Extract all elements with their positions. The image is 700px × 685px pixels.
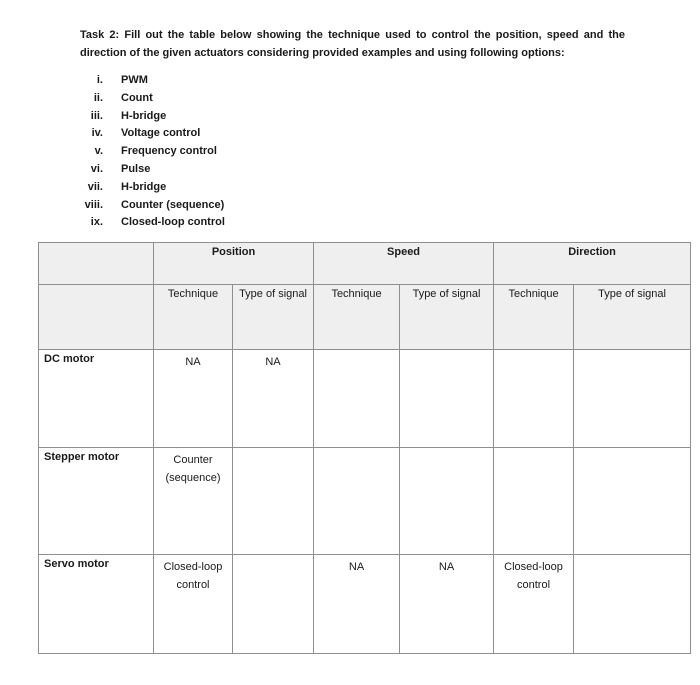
control-technique-table (38, 242, 691, 654)
table-cell[interactable] (233, 448, 314, 555)
table-row-stepper-motor (39, 448, 691, 555)
option-item (78, 179, 378, 197)
table-cell[interactable] (314, 350, 400, 448)
option-item (78, 72, 378, 90)
cell-text: (sequence) (165, 472, 221, 484)
option-item (78, 143, 378, 161)
option-item (78, 125, 378, 143)
option-number: i. (96, 74, 103, 86)
table-cell[interactable] (494, 350, 574, 448)
option-label: Count (121, 91, 153, 104)
table-cell[interactable] (314, 448, 400, 555)
option-number: viii. (84, 198, 103, 211)
table-cell[interactable] (233, 350, 314, 448)
option-label: PWM (121, 74, 148, 86)
group-header-position: Position (154, 243, 314, 285)
table-cell[interactable] (574, 555, 691, 654)
table-cell[interactable] (314, 555, 400, 654)
table-cell[interactable] (154, 555, 233, 654)
subheader-position-technique: Technique (154, 285, 233, 350)
task-instructions: Task 2: Fill out the table below showing the technique used to control the position, speed and the direction of the given actuators considering provided examples and using following options: (80, 29, 625, 59)
cell-text: NA (348, 561, 365, 573)
option-item (78, 214, 378, 232)
subheader-position-signal: Type of signal (233, 285, 314, 350)
table-cell[interactable] (400, 350, 494, 448)
table-cell[interactable] (154, 350, 233, 448)
table-cell[interactable] (494, 448, 574, 555)
option-label: H-bridge (121, 109, 167, 122)
cell-text: NA (185, 356, 201, 368)
option-number: vi. (90, 162, 103, 175)
option-label: Voltage control (121, 127, 201, 140)
row-header: Stepper motor (39, 448, 154, 555)
cell-text: Closed-loop (163, 561, 223, 573)
option-label: Frequency control (121, 145, 217, 158)
option-number: iii. (90, 109, 103, 122)
group-header-direction: Direction (494, 243, 691, 285)
cell-text: Counter (173, 454, 213, 466)
table-cell[interactable] (400, 555, 494, 654)
subheader-speed-technique: Technique (314, 285, 400, 350)
subheader-direction-signal: Type of signal (574, 285, 691, 350)
table-cell[interactable] (154, 448, 233, 555)
option-number: v. (94, 145, 103, 158)
option-number: ii. (93, 91, 103, 104)
table-cell[interactable] (400, 448, 494, 555)
option-number: vii. (87, 180, 103, 193)
option-label: Pulse (121, 162, 151, 175)
option-label: Closed-loop control (121, 216, 225, 229)
option-item (78, 161, 378, 179)
option-item (78, 90, 378, 108)
cell-text: control (176, 579, 210, 591)
cell-text: control (517, 579, 551, 591)
cell-text: NA (265, 356, 281, 368)
row-header: Servo motor (39, 555, 154, 654)
cell-text: NA (438, 561, 455, 573)
table-cell[interactable] (494, 555, 574, 654)
option-item (78, 197, 378, 215)
table-cell[interactable] (574, 350, 691, 448)
corner-cell (39, 243, 154, 285)
option-label: Counter (sequence) (121, 198, 225, 211)
option-number: iv. (91, 127, 103, 140)
table-cell[interactable] (233, 555, 314, 654)
option-item (78, 108, 378, 126)
subheader-direction-technique: Technique (494, 285, 574, 350)
subheader-corner-cell (39, 285, 154, 350)
group-header-speed: Speed (314, 243, 494, 285)
options-list (78, 72, 378, 232)
subheader-speed-signal: Type of signal (400, 285, 494, 350)
cell-text: Closed-loop (504, 561, 563, 573)
option-number: ix. (90, 216, 103, 229)
table-row-servo-motor (39, 555, 691, 654)
table-row-dc-motor (39, 350, 691, 448)
table-cell[interactable] (574, 448, 691, 555)
row-header: DC motor (39, 350, 154, 448)
option-label: H-bridge (121, 180, 167, 193)
